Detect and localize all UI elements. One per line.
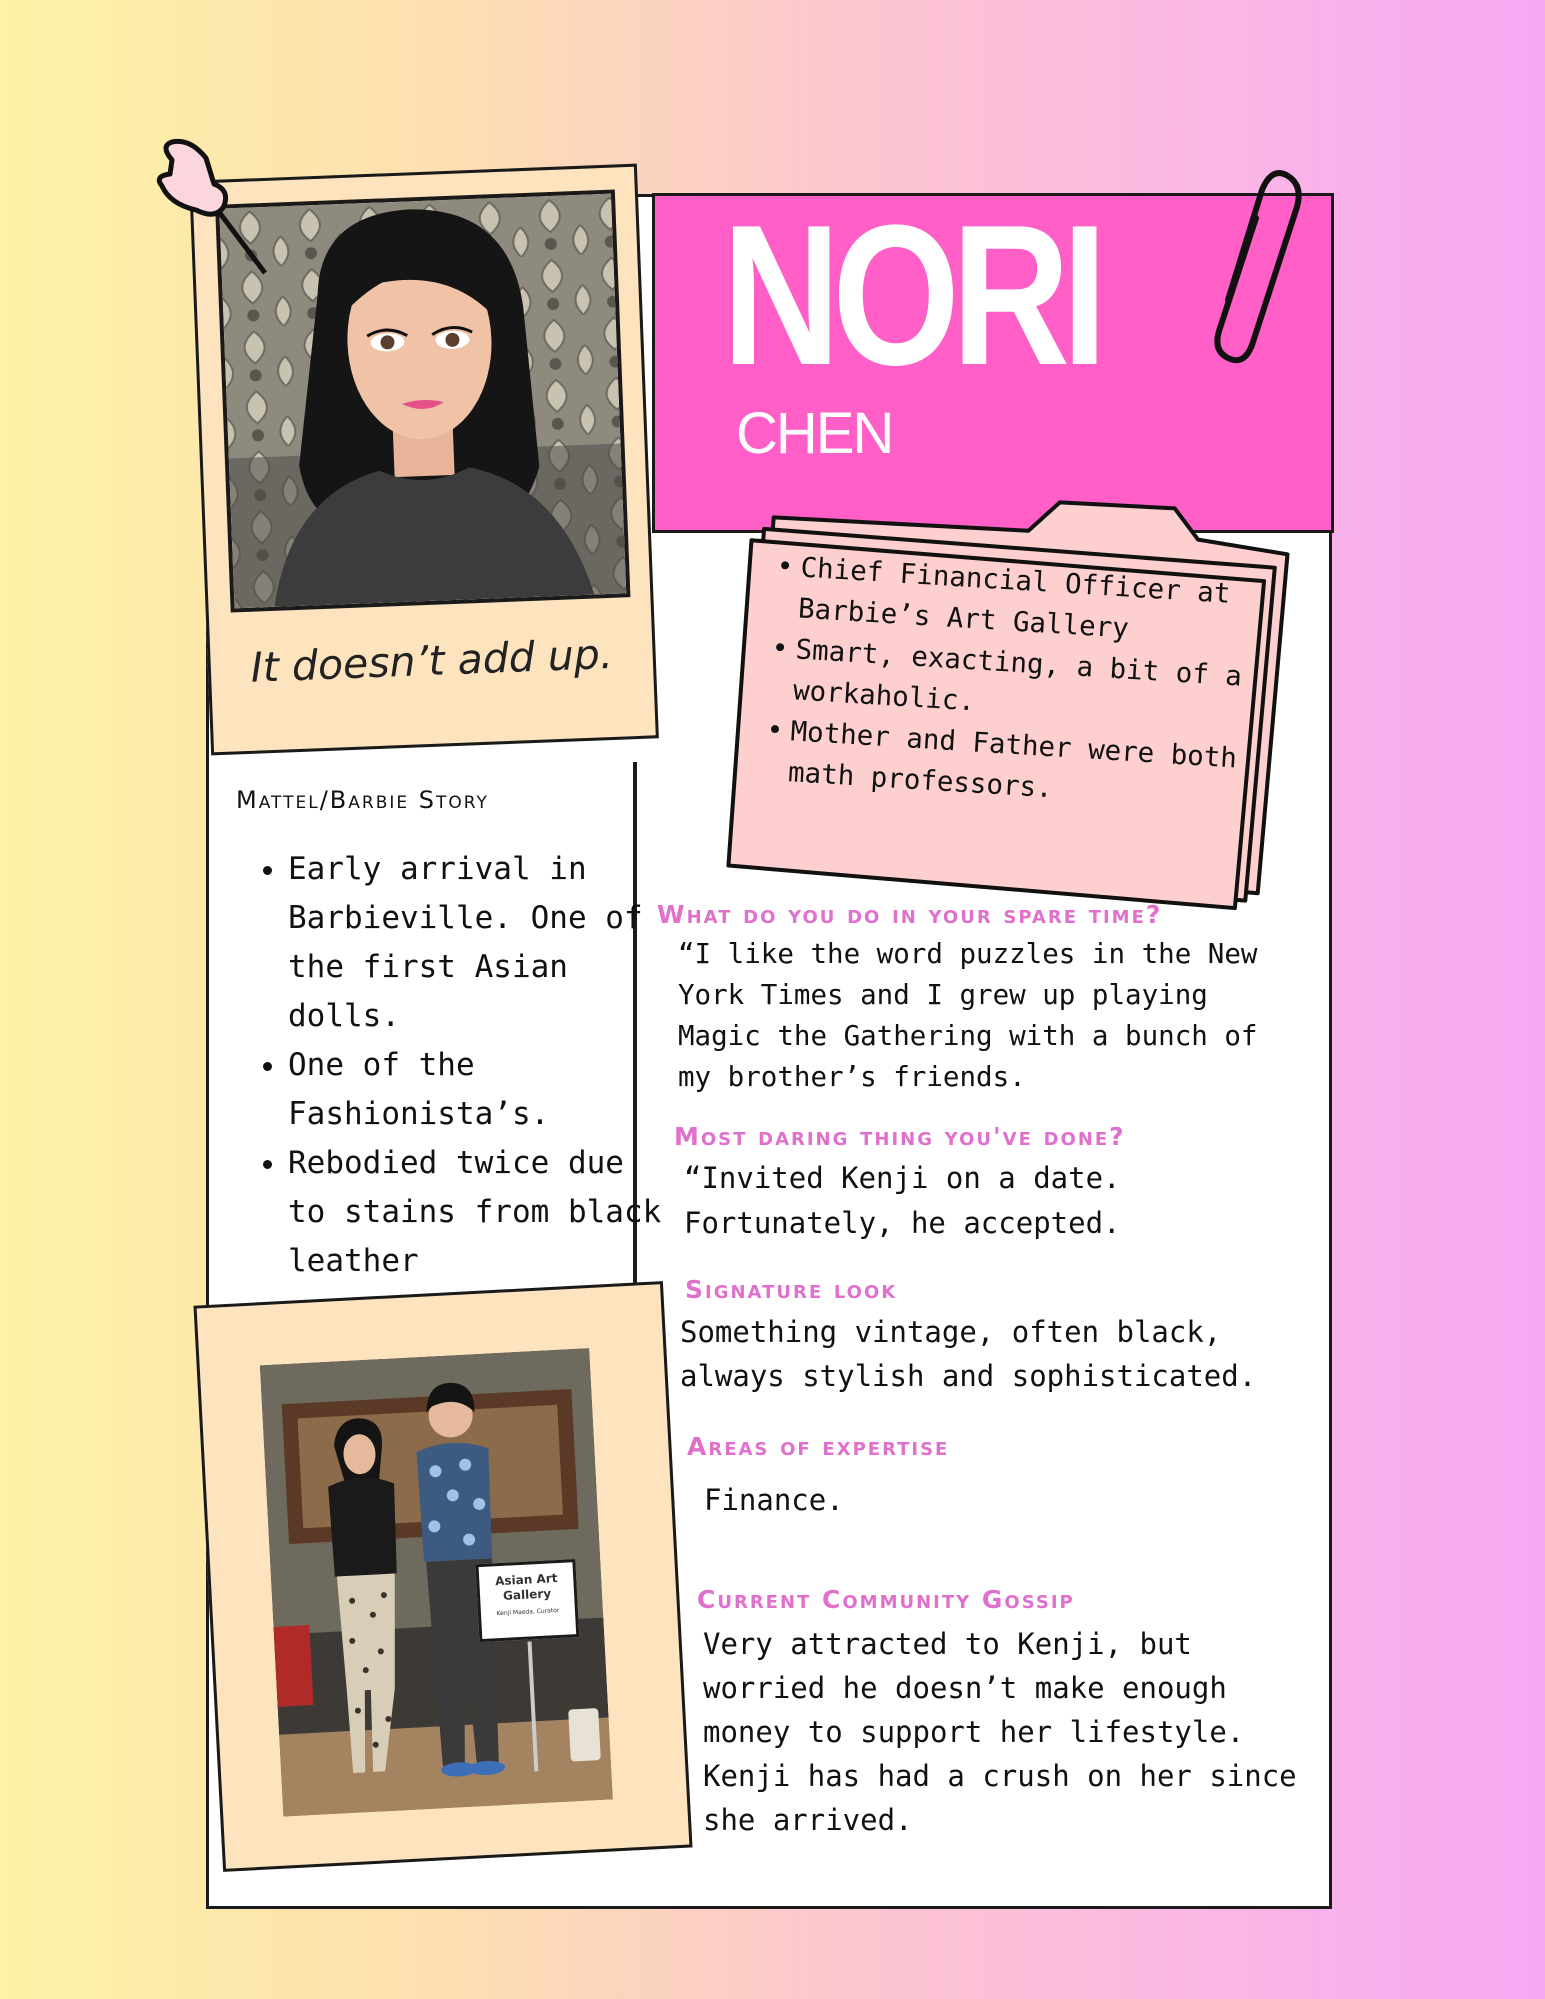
list-item: • Smart, exacting, a bit of a workaholic. [772,628,1276,740]
pushpin-icon [150,138,290,278]
paperclip-icon [1200,170,1310,370]
photo-caption: It doesn’t add up. [249,629,614,692]
answer-gossip: Very attracted to Kenji, but worried he doesn’t make enough money to support her lifestyle. Kenji has had a crush on her since she arrived. [703,1627,1297,1837]
couple-photo [260,1348,613,1817]
answer-spare-time: “I like the word puzzles in the New York Times and I grew up playing Magic the Gathering with a bunch of my brother’s friends. [678,938,1258,1093]
answer-signature-look: Something vintage, often black, always stylish and sophisticated. [680,1315,1257,1393]
question-daring: Most daring thing you've done? [674,1122,1126,1151]
question-expertise: Areas of expertise [687,1432,950,1461]
question-spare-time: What do you do in your spare time? [657,900,1163,929]
gallery-sign [475,1559,579,1642]
question-gossip: Current Community Gossip [697,1585,1075,1614]
question-signature-look: Signature look [685,1275,898,1304]
gallery-sign-title: Asian Art Gallery [494,1571,558,1603]
list-item: • One of the Fashionista’s. [288,1041,668,1139]
list-item: • Rebodied twice due to stains from black leather [288,1139,668,1286]
answer-expertise: Finance. [704,1483,844,1517]
folder-list [745,545,1281,822]
story-heading: Mattel/Barbie Story [236,786,489,814]
gallery-sign-subtitle: Kenji Maeda, Curator [496,1606,560,1618]
list-item: • Chief Financial Officer at Barbie’s Art Gallery [777,546,1281,658]
last-name: CHEN [736,401,893,466]
answer-daring: “Invited Kenji on a date. Fortunately, he accepted. [684,1161,1121,1240]
couple-polaroid [193,1281,692,1872]
list-item: • Early arrival in Barbieville. One of the first Asian dolls. [288,845,668,1041]
story-list [250,845,668,1286]
first-name: NORI [722,184,1100,407]
list-item: • Mother and Father were both math professors. [767,710,1271,822]
